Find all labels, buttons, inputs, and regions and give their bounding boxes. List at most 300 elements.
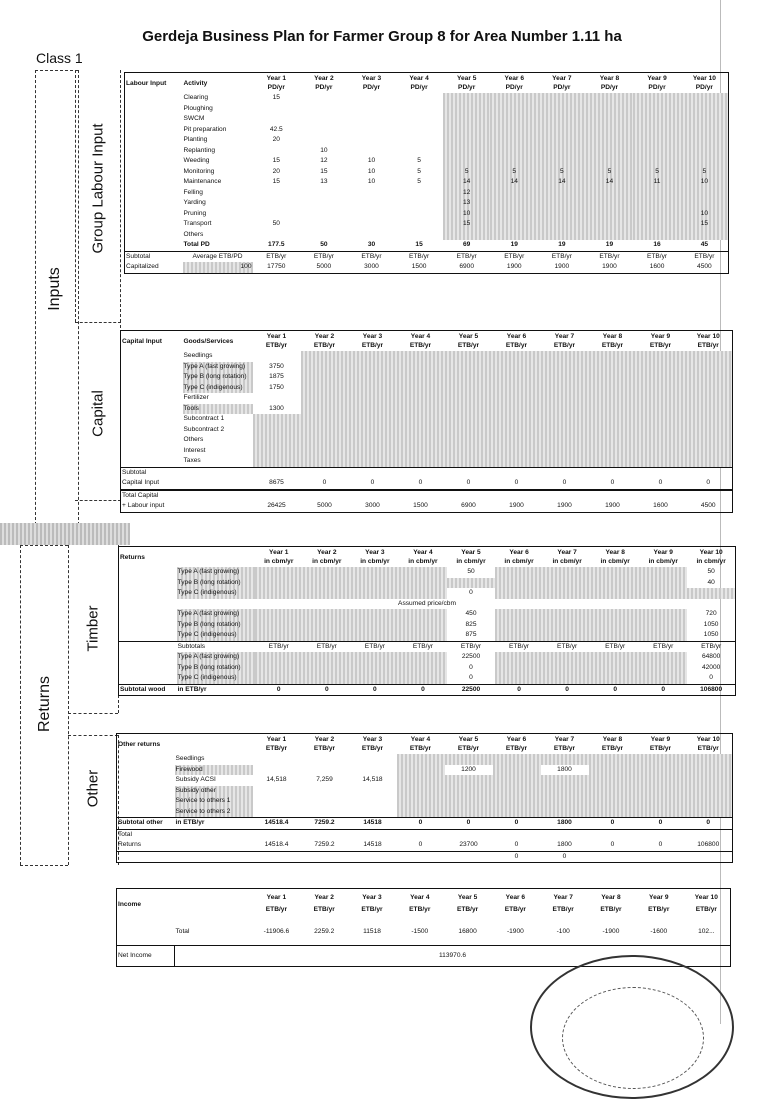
labour-frame-bottom — [75, 322, 121, 323]
capital-subtotal-row — [121, 467, 733, 478]
column-header: Goods/Services — [183, 337, 234, 345]
blank-cell shade — [119, 630, 177, 641]
value-cell — [538, 104, 586, 115]
value-cell — [541, 456, 589, 467]
value-cell — [493, 456, 541, 467]
value-cell: 50 — [272, 220, 280, 227]
total-returns-value: 0 — [418, 841, 423, 848]
value-cell — [685, 351, 733, 362]
blank-cell — [493, 829, 541, 840]
value-cell — [493, 765, 541, 776]
blank-cell — [121, 351, 183, 362]
income-total-value: 2259.2 — [314, 927, 335, 935]
value-cell — [301, 414, 349, 425]
value-cell — [445, 775, 493, 786]
subtotal-value: 0 — [610, 819, 615, 826]
value-cell — [685, 372, 733, 383]
unit-label: ETB/yr — [553, 745, 576, 752]
year-label: Year 7 — [554, 333, 575, 340]
blank-cell — [125, 209, 183, 220]
year-label: Year 3 — [361, 75, 382, 82]
value-cell — [397, 425, 445, 436]
year-label: Year 5 — [457, 894, 478, 901]
blank-cell — [125, 177, 183, 188]
total-value: 15 — [415, 241, 423, 248]
year-label: Year 10 — [696, 736, 720, 743]
value-cell — [348, 188, 396, 199]
blank-cell — [685, 467, 733, 478]
total-value: 19 — [605, 241, 614, 248]
value-cell — [586, 125, 634, 136]
year-label: Year 7 — [557, 549, 577, 556]
type-label: Type A (fast growing) — [177, 652, 255, 663]
subtotal-value: 0 — [565, 685, 569, 693]
extra-value — [589, 851, 637, 863]
value-cell — [639, 578, 687, 589]
value-cell: 20 — [272, 136, 280, 143]
value-cell: 10 — [367, 178, 376, 185]
value-cell — [395, 198, 443, 209]
returns-frame-right — [68, 545, 69, 865]
capital-header-row — [121, 331, 733, 352]
value-cell — [685, 446, 733, 457]
value-cell — [445, 414, 493, 425]
year-label: Year 3 — [362, 736, 383, 743]
activity-label: Monitoring — [183, 167, 215, 175]
value-cell — [443, 104, 491, 115]
value-cell — [300, 104, 348, 115]
blank-cell — [117, 786, 175, 797]
blank-cell — [117, 807, 175, 818]
value-cell — [349, 456, 397, 467]
year-header — [445, 331, 493, 352]
labour-row — [125, 198, 729, 209]
unit-label: ETB/yr — [701, 642, 722, 650]
other-row — [117, 796, 733, 807]
activity-label: SWCM — [183, 115, 205, 122]
value-cell — [538, 188, 586, 199]
value-cell — [490, 198, 538, 209]
timber-label: Timber — [84, 605, 102, 652]
value-cell — [397, 765, 445, 776]
value-cell — [303, 663, 351, 674]
year-header — [637, 331, 685, 352]
value-cell — [303, 609, 351, 620]
unit-label: ETB/yr — [697, 342, 719, 349]
value-cell — [493, 425, 541, 436]
value-cell — [538, 125, 586, 136]
total-label: Total PD — [183, 241, 210, 248]
subtotal-value: 0 — [322, 479, 327, 486]
type-label: Type C (indigenous) — [177, 588, 255, 599]
other-label: Service to others 1 — [175, 796, 253, 807]
value-cell — [351, 652, 399, 663]
year-header — [397, 331, 445, 352]
value-cell — [543, 652, 591, 663]
page-title: Gerdeja Business Plan for Farmer Group 8 for Area Number 1.11 ha — [142, 28, 622, 45]
unit-label: PD/yr — [505, 84, 523, 91]
year-header — [687, 547, 735, 568]
value-cell — [586, 104, 634, 115]
other-row — [117, 786, 733, 797]
value-cell — [681, 188, 729, 199]
year-header — [348, 73, 396, 94]
value-cell — [589, 754, 637, 765]
type-label: Type B (long rotation) — [177, 620, 255, 631]
value-cell — [541, 414, 589, 425]
unit-label: ETB/yr — [552, 906, 574, 913]
blank-cell — [125, 125, 183, 136]
labour-row — [125, 167, 729, 178]
unit-label: PD/yr — [600, 84, 619, 91]
value-cell — [589, 807, 637, 818]
labour-header-row — [125, 73, 729, 94]
year-label: Year 4 — [410, 736, 431, 743]
activity-label: Clearing — [183, 94, 209, 101]
value-cell — [685, 807, 733, 818]
value-cell: 14,518 — [362, 776, 383, 783]
unit-label: ETB/yr — [266, 252, 287, 260]
value-cell: 1300 — [269, 404, 284, 412]
value-cell — [639, 620, 687, 631]
goods-label: Interest — [183, 446, 206, 454]
value-cell: 40 — [707, 578, 715, 586]
subtotal-value: 0 — [562, 479, 567, 486]
blank-cell — [125, 114, 183, 125]
value-cell — [589, 435, 637, 446]
unit-label: ETB/yr — [361, 906, 383, 913]
labour-row — [125, 125, 729, 136]
value-cell — [255, 620, 303, 631]
value-cell — [586, 209, 634, 220]
timber-row — [119, 620, 736, 631]
year-label: Year 1 — [269, 549, 289, 556]
value-cell: 3750 — [269, 362, 284, 370]
value-cell — [399, 620, 447, 631]
value-cell — [639, 567, 687, 578]
year-label: Year 7 — [553, 894, 573, 901]
capital-row — [121, 362, 733, 373]
unit-label: ETB/yr — [456, 906, 479, 913]
subtotal-value: 1900 — [506, 263, 522, 270]
value-cell: 14 — [490, 177, 538, 188]
year-label: Year 6 — [504, 75, 524, 82]
value-cell — [255, 673, 303, 684]
value-cell: 720 — [705, 610, 717, 617]
value-cell — [348, 114, 396, 125]
value-cell — [633, 135, 681, 146]
value-cell — [348, 198, 396, 209]
total-returns-value: 0 — [610, 841, 615, 848]
blank-cell shade — [119, 609, 177, 620]
timber-row — [119, 673, 736, 684]
value-cell: 7,259 — [316, 776, 333, 783]
year-label: Year 8 — [602, 736, 623, 743]
subtotal-value: 1800 — [557, 819, 572, 826]
year-header — [541, 734, 589, 755]
year-header — [349, 331, 397, 352]
value-cell — [541, 362, 589, 373]
blank-cell — [175, 734, 253, 755]
extra-value — [445, 851, 493, 863]
blank-cell — [125, 240, 183, 251]
value-cell — [633, 230, 681, 241]
value-cell — [637, 372, 685, 383]
value-cell — [255, 652, 303, 663]
value-cell — [541, 393, 589, 404]
year-label: Year 7 — [554, 736, 575, 743]
subtotal-value: 0 — [658, 479, 663, 486]
unit-label: ETB/yr — [599, 252, 620, 260]
value-cell — [397, 435, 445, 446]
value-cell — [253, 435, 301, 446]
value-cell — [637, 807, 685, 818]
year-header — [685, 331, 733, 352]
value-cell — [399, 609, 447, 620]
labour-frame-right — [120, 70, 121, 322]
price-band-row — [119, 599, 736, 610]
returns-frame-top — [20, 545, 68, 546]
value-cell: 15 — [320, 167, 328, 175]
net-income-label: Net Income — [117, 946, 175, 967]
total-value: 69 — [463, 241, 471, 248]
value-cell — [253, 446, 301, 457]
blank-cell — [589, 829, 637, 840]
value-cell — [591, 620, 639, 631]
unit-label: ETB/yr — [505, 745, 528, 752]
value-cell — [445, 383, 493, 394]
value-cell — [541, 351, 589, 362]
blank-cell — [253, 467, 301, 478]
capital-row — [121, 383, 733, 394]
value-cell: 10 — [367, 167, 376, 175]
value-cell — [586, 156, 634, 167]
blank-cell — [637, 829, 685, 840]
income-header-row — [117, 889, 731, 920]
year-label: Year 1 — [266, 333, 287, 340]
year-header — [255, 547, 303, 568]
total-value: 16 — [653, 241, 661, 248]
value-cell — [351, 578, 399, 589]
blank-cell — [175, 889, 253, 920]
value-cell: 42.5 — [269, 125, 283, 133]
value-cell — [303, 620, 351, 631]
subtotal-value: 5000 — [316, 263, 332, 270]
year-label: Year 1 — [266, 736, 287, 743]
subtotals-label: Subtotals — [177, 642, 206, 650]
value-cell: 50 — [707, 568, 715, 575]
value-cell — [351, 663, 399, 674]
value-cell — [445, 351, 493, 362]
blank-cell — [541, 467, 589, 478]
year-label: Year 2 — [314, 75, 334, 82]
value-cell — [538, 219, 586, 230]
value-cell — [301, 362, 349, 373]
blank-cell — [121, 435, 183, 446]
income-label: Income — [118, 900, 142, 908]
value-cell — [300, 230, 348, 241]
value-cell — [349, 372, 397, 383]
value-cell — [495, 578, 543, 589]
value-cell: 13 — [443, 198, 491, 209]
value-cell — [639, 630, 687, 641]
blank-cell — [125, 93, 183, 104]
value-cell — [589, 362, 637, 373]
value-cell — [490, 146, 538, 157]
value-cell — [637, 435, 685, 446]
value-cell — [395, 209, 443, 220]
capital-row — [121, 404, 733, 415]
year-header — [396, 889, 444, 920]
value-cell: 5 — [681, 167, 729, 178]
year-label: Year 6 — [505, 894, 526, 901]
labour-row — [125, 209, 729, 220]
subtotal-value: 0 — [610, 479, 615, 486]
value-cell: 50 — [467, 568, 475, 575]
subtotal-value: 14518 — [363, 819, 382, 826]
blank-cell shade — [119, 652, 177, 663]
year-label: Year 10 — [699, 549, 723, 556]
value-cell — [253, 807, 301, 818]
activity-label: Transport — [183, 220, 212, 227]
year-header — [349, 734, 397, 755]
value-cell: 5 — [417, 157, 421, 164]
total-value: 1500 — [413, 502, 428, 509]
value-cell — [397, 351, 445, 362]
value-cell — [253, 198, 301, 209]
income-total-value: 11518 — [363, 927, 381, 935]
value-cell — [490, 93, 538, 104]
type-label: Type C (indigenous) — [177, 630, 255, 641]
activity-label: Ploughing — [183, 104, 213, 112]
blank-cell — [121, 425, 183, 436]
subtotal-value: 0 — [706, 479, 711, 486]
subtotal-value: 0 — [324, 685, 329, 693]
total-returns-value: 14518 — [363, 841, 382, 848]
total-label: + Labour input — [122, 502, 165, 509]
subtotal-value: 0 — [613, 685, 618, 693]
extra-value — [301, 851, 349, 863]
blank-cell — [183, 467, 253, 478]
value-cell — [681, 198, 729, 209]
value-cell — [681, 230, 729, 241]
other-label: Firewood — [175, 765, 253, 776]
blank-cell — [445, 829, 493, 840]
blank-cell — [121, 414, 183, 425]
labour-total-row — [125, 240, 729, 251]
value-cell — [253, 104, 301, 115]
value-cell: 1800 — [557, 765, 572, 773]
value-cell — [253, 393, 301, 404]
value-cell — [443, 93, 491, 104]
subtotal-value: 0 — [514, 819, 519, 826]
value-cell — [589, 456, 637, 467]
blank-cell — [121, 456, 183, 467]
value-cell — [351, 620, 399, 631]
value-cell — [543, 620, 591, 631]
value-cell — [301, 807, 349, 818]
value-cell — [538, 93, 586, 104]
value-cell — [301, 456, 349, 467]
blank-cell — [121, 393, 183, 404]
total-returns-value: 0 — [658, 841, 663, 848]
labour-row — [125, 177, 729, 188]
labour-row — [125, 104, 729, 115]
other-extra-row — [117, 851, 733, 863]
capitalized-label: Capitalized — [126, 263, 159, 270]
subtotal-value: 0 — [276, 685, 281, 693]
price-band-label: Assumed price/cbm — [398, 599, 456, 607]
year-label: Year 3 — [362, 894, 382, 901]
value-cell: 0 — [469, 589, 473, 596]
value-cell: 15 — [681, 219, 729, 230]
subtotal-value: 0 — [706, 819, 711, 826]
unit-label: PD/yr — [553, 84, 571, 91]
labour-table — [124, 72, 729, 274]
unit-label: PD/yr — [362, 84, 381, 91]
timber-row — [119, 630, 736, 641]
labour-row — [125, 156, 729, 167]
other-label: Seedlings — [175, 755, 205, 762]
value-cell: 450 — [465, 610, 477, 617]
value-cell — [300, 209, 348, 220]
value-cell — [637, 404, 685, 415]
year-label: Year 6 — [509, 549, 529, 556]
capital-row — [121, 435, 733, 446]
value-cell — [538, 146, 586, 157]
value-cell — [685, 786, 733, 797]
inputs-frame-top — [35, 70, 78, 71]
value-cell — [541, 435, 589, 446]
blank-cell — [541, 829, 589, 840]
value-cell — [637, 796, 685, 807]
year-header — [495, 547, 543, 568]
value-cell — [349, 383, 397, 394]
value-cell — [685, 425, 733, 436]
value-cell — [303, 567, 351, 578]
value-cell: 15 — [272, 94, 280, 101]
year-header — [681, 73, 729, 94]
value-cell — [543, 578, 591, 589]
labour-frame-left — [75, 70, 76, 322]
year-label: Year 3 — [362, 333, 383, 340]
subtotal-value: 7259.2 — [314, 819, 335, 826]
value-cell — [349, 435, 397, 446]
value-cell: 1750 — [269, 383, 284, 391]
value-cell — [591, 567, 639, 578]
year-label: Year 5 — [458, 736, 479, 743]
value-cell — [637, 754, 685, 765]
value-cell — [589, 372, 637, 383]
year-label: Year 5 — [456, 75, 477, 82]
blank-cell — [125, 198, 183, 209]
blank-cell — [175, 851, 253, 863]
value-cell: 22500 — [461, 653, 481, 660]
income-total-row — [117, 919, 731, 946]
value-cell — [399, 652, 447, 663]
value-cell: 1875 — [269, 373, 284, 380]
year-header — [447, 547, 495, 568]
capital-row — [121, 372, 733, 383]
inputs-label: Inputs — [46, 267, 63, 311]
value-cell — [348, 209, 396, 220]
value-cell — [589, 393, 637, 404]
unit-label: ETB/yr — [313, 906, 335, 913]
year-label: Year 2 — [314, 736, 335, 743]
value-cell — [301, 372, 349, 383]
value-cell — [349, 425, 397, 436]
value-cell — [397, 446, 445, 457]
